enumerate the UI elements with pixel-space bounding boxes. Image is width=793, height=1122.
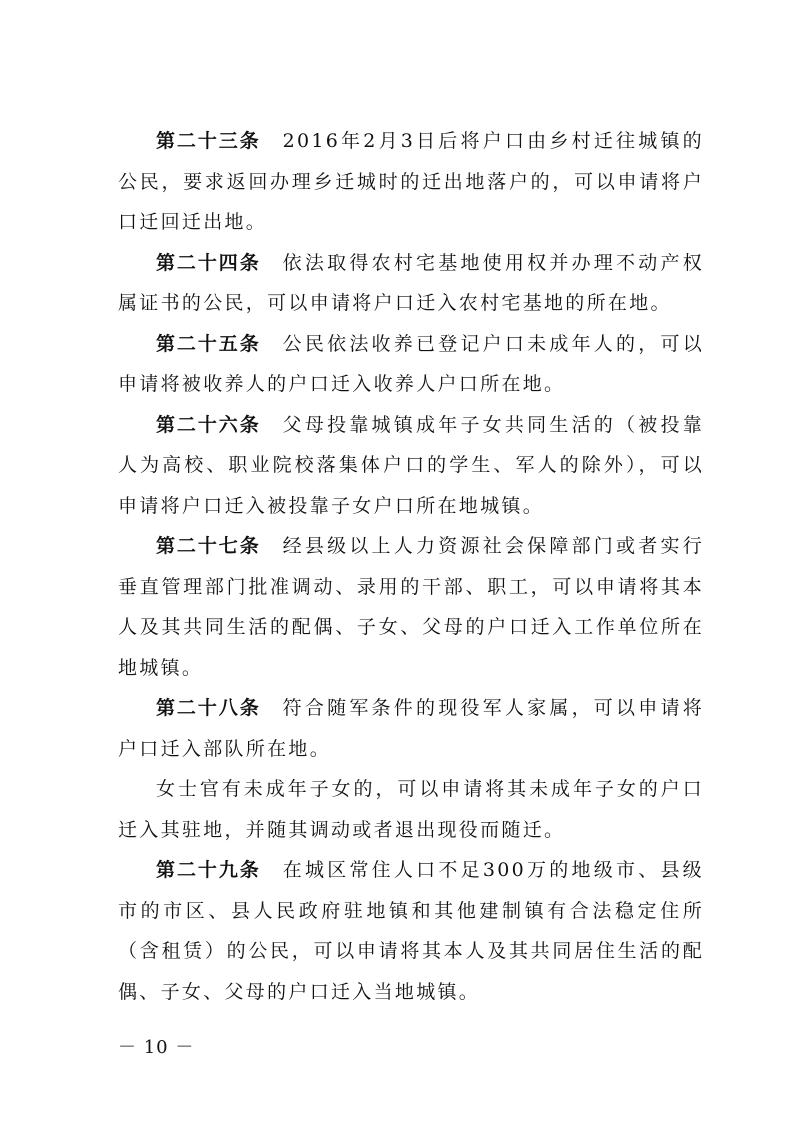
article-25 (118, 324, 704, 405)
article-heading: 第二十六条 (156, 413, 261, 436)
article-text: 在城区常住人口不足300万的地级市、县级市的市区、县人民政府驻地镇和其他建制镇有合法稳定住所（含租赁）的公民，可以申请将其本人及其共同居住生活的配偶、子女、父母的户口迁入当地城镇。 (118, 859, 704, 1003)
article-text: 符合随军条件的现役军人家属，可以申请将户口迁入部队所在地。 (118, 697, 704, 760)
article-26 (118, 405, 704, 527)
article-text: 父母投靠城镇成年子女共同生活的（被投靠人为高校、职业院校落集体户口的学生、军人的除外），可以申请将户口迁入被投靠子女户口所在地城镇。 (118, 413, 704, 517)
article-heading: 第二十五条 (156, 332, 261, 355)
article-24 (118, 243, 704, 324)
article-text: 公民依法收养已登记户口未成年人的，可以申请将被收养人的户口迁入收养人户口所在地。 (118, 332, 704, 395)
article-heading: 第二十九条 (156, 859, 261, 881)
article-text: 经县级以上人力资源社会保障部门或者实行垂直管理部门批准调动、录用的干部、职工，可以申请将其本人及其共同生活的配偶、子女、父母的户口迁入工作单位所在地城镇。 (118, 535, 704, 679)
article-29 (118, 850, 704, 1012)
article-27 (118, 526, 704, 688)
article-heading: 第二十三条 (156, 130, 261, 152)
article-23 (118, 121, 704, 243)
article-28-continuation (118, 769, 704, 850)
document-body (118, 121, 704, 1012)
article-text: 2016年2月3日后将户口由乡村迁往城镇的公民，要求返回办理乡迁城时的迁出地落户的，可以申请将户口迁回迁出地。 (118, 130, 704, 233)
page-number: － 10 － (118, 1037, 195, 1058)
article-heading: 第二十八条 (156, 697, 261, 719)
article-heading: 第二十四条 (156, 251, 261, 274)
article-28 (118, 688, 704, 769)
article-text: 女士官有未成年子女的，可以申请将其未成年子女的户口迁入其驻地，并随其调动或者退出现役而随迁。 (118, 778, 704, 841)
article-heading: 第二十七条 (156, 535, 261, 557)
article-text: 依法取得农村宅基地使用权并办理不动产权属证书的公民，可以申请将户口迁入农村宅基地的所在地。 (118, 251, 704, 314)
